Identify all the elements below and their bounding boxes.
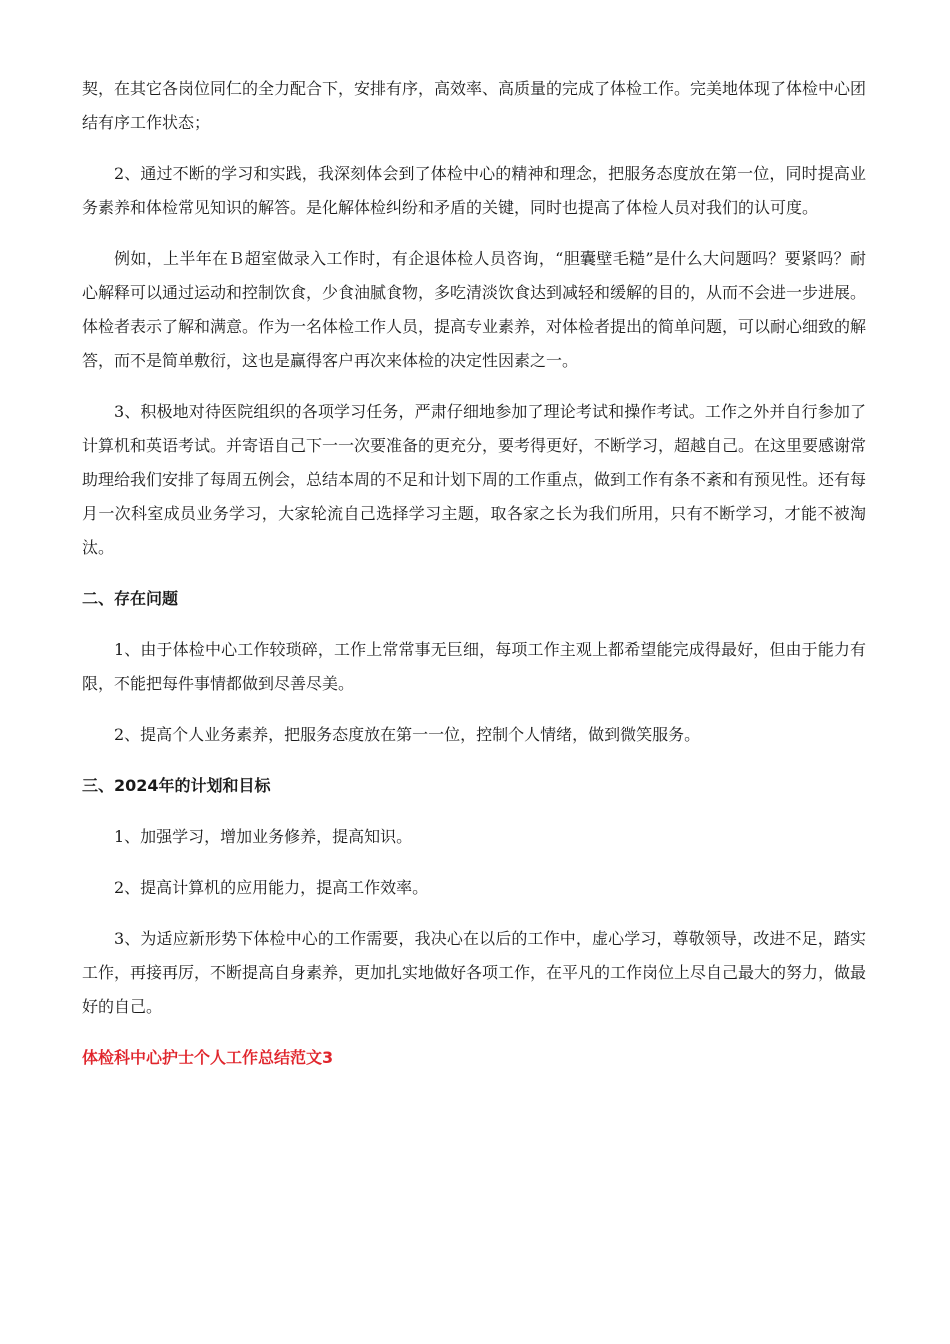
paragraph-plan-3: 3、为适应新形势下体检中心的工作需要，我决心在以后的工作中，虚心学习，尊敬领导，改进不足，踏实工作，再接再厉，不断提高自身素养，更加扎实地做好各项工作，在平凡的工作岗位上尽自己最大的努力，做最好的自己。 — [82, 929, 867, 1016]
article-title-sample-3: 体检科中心护士个人工作总结范文3 — [82, 1048, 334, 1067]
paragraph-example-ultrasound: 例如，上半年在Ｂ超室做录入工作时，有企退体检人员咨询，“胆囊壁毛糙”是什么大问题吗？要紧吗？耐心解释可以通过运动和控制饮食，少食油腻食物，多吃清淡饮食达到减轻和缓解的目的，从而不会进一步进展。体检者表示了解和满意。作为一名体检工作人员，提高专业素养，对体检者提出的简单问题，可以耐心细致的解答，而不是简单敷衍，这也是赢得客户再次来体检的决定性因素之一。 — [82, 249, 867, 370]
paragraph-problem-1: 1、由于体检中心工作较琐碎，工作上常常事无巨细，每项工作主观上都希望能完成得最好，但由于能力有限，不能把每件事情都做到尽善尽美。 — [82, 640, 866, 693]
paragraph-plan-2: 2、提高计算机的应用能力，提高工作效率。 — [114, 878, 429, 897]
document-page — [82, 72, 866, 1092]
paragraph-teamwork-continuation: 契，在其它各岗位同仁的全力配合下，安排有序，高效率、高质量的完成了体检工作。完美地体现了体检中心团结有序工作状态； — [82, 79, 867, 132]
paragraph-item-2-service: 2、通过不断的学习和实践，我深刻体会到了体检中心的精神和理念，把服务态度放在第一位，同时提高业务素养和体检常见知识的解答。是化解体检纠纷和矛盾的关键，同时也提高了体检人员对我们的认可度。 — [82, 164, 866, 217]
paragraph-problem-2: 2、提高个人业务素养，把服务态度放在第一一位，控制个人情绪，做到微笑服务。 — [114, 725, 701, 744]
paragraph-item-3-learning: 3、积极地对待医院组织的各项学习任务，严肃仔细地参加了理论考试和操作考试。工作之外并自行参加了计算机和英语考试。并寄语自己下一一次要准备的更充分，要考得更好，不断学习，超越自己。在这里要感谢常助理给我们安排了每周五例会，总结本周的不足和计划下周的工作重点，做到工作有条不紊和有预见性。还有每月一次科室成员业务学习，大家轮流自己选择学习主题，取各家之长为我们所用，只有不断学习，才能不被淘汰。 — [82, 402, 867, 557]
section-heading-problems: 二、存在问题 — [82, 589, 179, 608]
paragraph-plan-1: 1、加强学习，增加业务修养，提高知识。 — [114, 827, 413, 846]
section-heading-plans: 三、2024年的计划和目标 — [82, 776, 271, 795]
